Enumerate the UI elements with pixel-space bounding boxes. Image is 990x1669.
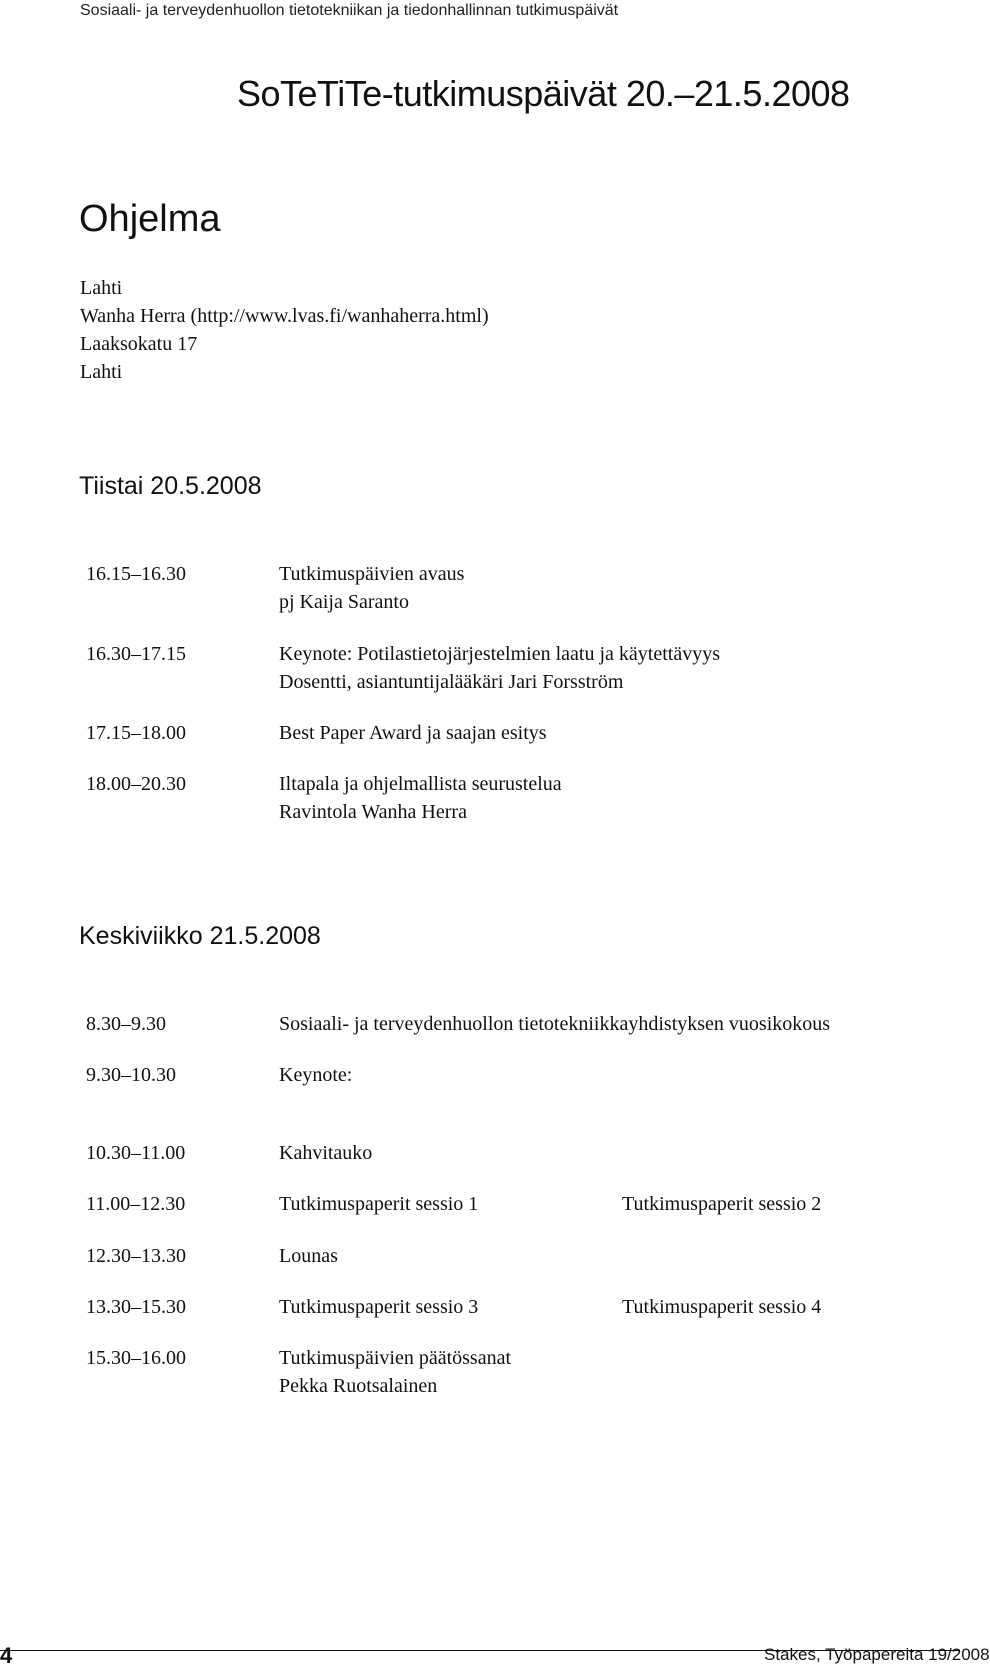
- location-line: Lahti: [80, 277, 123, 299]
- schedule-time: 8.30–9.30: [86, 1013, 166, 1035]
- schedule-event: Keynote: Potilastietojärjestelmien laatu ja käytettävyys: [279, 643, 720, 665]
- schedule-event: Best Paper Award ja saajan esitys: [279, 722, 547, 744]
- schedule-time: 17.15–18.00: [86, 722, 186, 744]
- schedule-event-detail: Dosentti, asiantuntijalääkäri Jari Forsström: [279, 671, 624, 693]
- section-title: Ohjelma: [79, 198, 221, 240]
- schedule-event: Tutkimuspäivien avaus: [279, 563, 465, 585]
- schedule-time: 11.00–12.30: [86, 1193, 186, 1215]
- schedule-event: Sosiaali- ja terveydenhuollon tietotekniikkayhdistyksen vuosikokous: [279, 1013, 831, 1035]
- day-heading-tuesday: Tiistai 20.5.2008: [79, 472, 262, 500]
- schedule-time: 10.30–11.00: [86, 1142, 186, 1164]
- schedule-time: 12.30–13.30: [86, 1245, 186, 1267]
- running-header: Sosiaali- ja terveydenhuollon tietotekniikan ja tiedonhallinnan tutkimuspäivät: [80, 2, 619, 19]
- schedule-event-parallel: Tutkimuspaperit sessio 4: [622, 1296, 822, 1318]
- schedule-event: Lounas: [279, 1245, 338, 1267]
- schedule-event: Keynote:: [279, 1064, 353, 1086]
- schedule-time: 13.30–15.30: [86, 1296, 186, 1318]
- schedule-time: 9.30–10.30: [86, 1064, 176, 1086]
- schedule-event: Tutkimuspaperit sessio 1: [279, 1193, 479, 1215]
- location-line: Laaksokatu 17: [80, 333, 198, 355]
- schedule-event-detail: Ravintola Wanha Herra: [279, 801, 467, 823]
- location-line: Lahti: [80, 361, 123, 383]
- schedule-event-detail: pj Kaija Saranto: [279, 591, 409, 613]
- schedule-time: 18.00–20.30: [86, 773, 186, 795]
- schedule-event-parallel: Tutkimuspaperit sessio 2: [622, 1193, 822, 1215]
- schedule-event: Tutkimuspaperit sessio 3: [279, 1296, 479, 1318]
- schedule-time: 16.30–17.15: [86, 643, 186, 665]
- footer-source: Stakes, Työpapereita 19/2008: [764, 1645, 990, 1664]
- schedule-event: Iltapala ja ohjelmallista seurustelua: [279, 773, 562, 795]
- page-title: SoTeTiTe-tutkimuspäivät 20.–21.5.2008: [237, 73, 850, 114]
- schedule-event: Tutkimuspäivien päätössanat: [279, 1347, 512, 1369]
- page-number: 4: [0, 1643, 13, 1668]
- schedule-time: 16.15–16.30: [86, 563, 186, 585]
- location-line: Wanha Herra (http://www.lvas.fi/wanhaherra.html): [80, 305, 489, 327]
- schedule-time: 15.30–16.00: [86, 1347, 186, 1369]
- schedule-event-detail: Pekka Ruotsalainen: [279, 1375, 438, 1397]
- schedule-event: Kahvitauko: [279, 1142, 373, 1164]
- day-heading-wednesday: Keskiviikko 21.5.2008: [79, 922, 321, 950]
